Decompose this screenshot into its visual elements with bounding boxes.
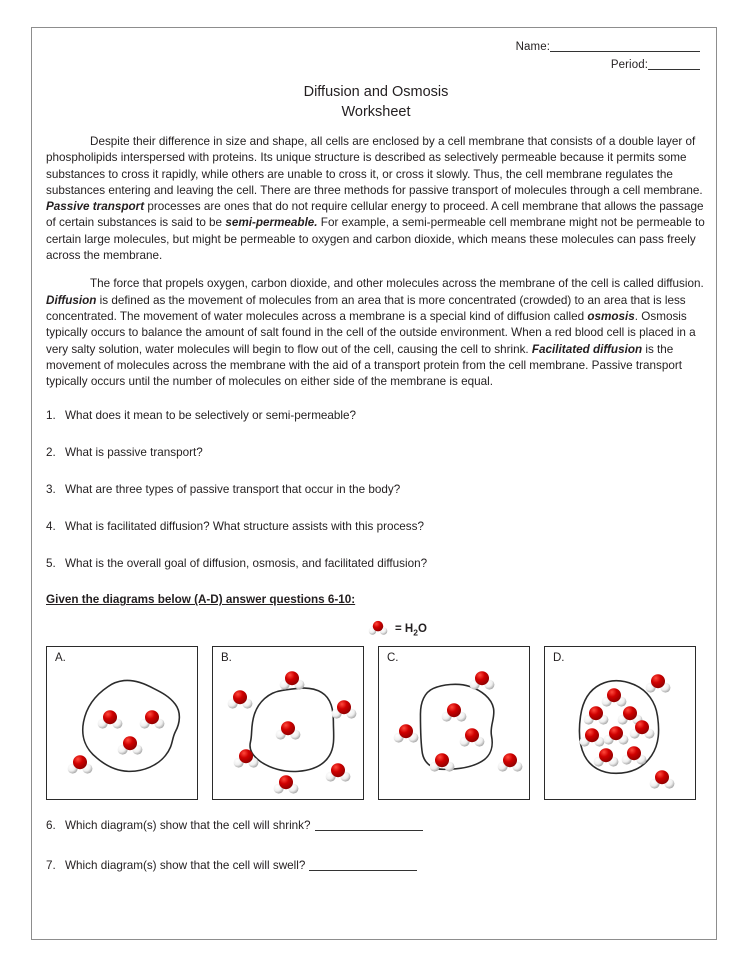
water-molecule-outside-cell bbox=[325, 762, 351, 782]
water-molecule-inside-cell bbox=[117, 735, 143, 755]
water-molecule-inside-cell bbox=[601, 687, 627, 707]
diagram-instruction: Given the diagrams below (A-D) answer questions 6-10: bbox=[46, 593, 356, 607]
period-write-in-line[interactable] bbox=[648, 69, 700, 70]
diagram-b bbox=[212, 646, 364, 800]
question-number: 4. bbox=[46, 520, 56, 534]
water-molecule-icon bbox=[583, 705, 609, 725]
water-molecule-icon bbox=[97, 709, 123, 729]
water-molecule-icon bbox=[645, 673, 671, 693]
water-molecule-icon bbox=[233, 748, 259, 768]
emphasis-term: osmosis bbox=[587, 309, 635, 323]
water-molecule-icon bbox=[621, 745, 647, 765]
water-molecule-icon bbox=[601, 687, 627, 707]
body-text: is the movement of molecules across the membrane with the aid of a transport protein from the cell membrane. Passive transport typically occurs until the number of molecules on either side of the membrane is equal. bbox=[46, 342, 682, 389]
question-number: 1. bbox=[46, 409, 56, 423]
bottom-question-list bbox=[46, 818, 706, 874]
emphasis-term: Facilitated diffusion bbox=[531, 342, 643, 356]
question-text: What is passive transport? bbox=[65, 446, 203, 460]
emphasis-term: Diffusion bbox=[46, 293, 97, 307]
water-molecule-outside-cell bbox=[393, 723, 419, 743]
water-molecule-outside-cell bbox=[279, 670, 305, 690]
water-molecule-icon bbox=[459, 727, 485, 747]
question-text: Which diagram(s) show that the cell will swell? bbox=[65, 859, 306, 873]
body-text: For example, a semi-permeable cell membrane might not be permeable to certain large molecules, but might be permeable to oxygen and carbon dioxide, which means these molecules can pass freely across the membrane. bbox=[46, 216, 705, 263]
question-number: 6. bbox=[46, 819, 56, 833]
water-molecule-outside-cell bbox=[645, 673, 671, 693]
diagram-label: A. bbox=[55, 652, 66, 665]
water-molecule-inside-cell bbox=[621, 745, 647, 765]
emphasis-term: semi-permeable. bbox=[225, 216, 318, 230]
worksheet-content bbox=[46, 38, 706, 898]
question-list bbox=[46, 408, 706, 572]
water-molecule-outside-cell bbox=[331, 699, 357, 719]
water-molecule-outside-cell bbox=[273, 774, 299, 794]
question-item bbox=[46, 482, 706, 498]
water-molecule-icon bbox=[117, 735, 143, 755]
body-text: The force that propels oxygen, carbon dioxide, and other molecules across the membrane of the cell is called diffusion. bbox=[90, 277, 704, 291]
water-molecule-icon bbox=[331, 699, 357, 719]
question-item bbox=[46, 818, 706, 834]
emphasis-term: Passive transport bbox=[46, 200, 145, 214]
answer-write-in-line[interactable] bbox=[315, 830, 423, 831]
water-molecule-icon bbox=[139, 709, 165, 729]
water-molecule-icon bbox=[393, 723, 419, 743]
water-molecule-icon bbox=[279, 670, 305, 690]
water-molecule-icon bbox=[227, 689, 253, 709]
water-molecule-icon bbox=[629, 719, 655, 739]
water-molecule-icon bbox=[325, 762, 351, 782]
question-text: Which diagram(s) show that the cell will shrink? bbox=[65, 819, 311, 833]
body-text: processes are ones that do not require cellular energy to proceed. A cell membrane that allows the passage of certain substances is said to be bbox=[46, 200, 704, 230]
paragraph-1 bbox=[46, 134, 706, 264]
question-text: What are three types of passive transport that occur in the body? bbox=[65, 483, 401, 497]
water-molecule-inside-cell bbox=[429, 752, 455, 772]
water-molecule-outside-cell bbox=[469, 670, 495, 690]
water-molecule-inside-cell bbox=[459, 727, 485, 747]
water-molecule-outside-cell bbox=[497, 752, 523, 772]
name-write-in-line[interactable] bbox=[550, 51, 700, 52]
water-molecule-inside-cell bbox=[603, 725, 629, 745]
water-molecule-outside-cell bbox=[233, 748, 259, 768]
water-molecule-inside-cell bbox=[583, 705, 609, 725]
water-molecule-icon bbox=[649, 769, 675, 789]
question-item bbox=[46, 556, 706, 572]
paragraph-2 bbox=[46, 276, 706, 390]
body-text: . Osmosis typically occurs to balance the amount of salt found in the cell of the outside environment. When a red blood cell is placed in a very salty solution, water molecules will begin to flow out of the cell, causing the cell to shrink. bbox=[46, 309, 696, 356]
water-molecule-inside-cell bbox=[579, 727, 605, 747]
body-text: is defined as the movement of molecules from an area that is more concentrated (crowded) to an area that is less concentrated. The movement of water molecules across a membrane is a special kind of diffusion called bbox=[46, 293, 686, 323]
water-molecule-outside-cell bbox=[649, 769, 675, 789]
name-period-block bbox=[46, 38, 706, 74]
water-molecule-icon bbox=[67, 754, 93, 774]
question-number: 2. bbox=[46, 446, 56, 460]
period-label: Period: bbox=[610, 59, 648, 71]
diagram-label: B. bbox=[221, 652, 232, 665]
water-molecule-icon bbox=[603, 725, 629, 745]
diagram-row bbox=[46, 646, 706, 800]
water-molecule-icon bbox=[368, 620, 388, 640]
diagram-c bbox=[378, 646, 530, 800]
water-molecule-inside-cell bbox=[629, 719, 655, 739]
diagram-label: C. bbox=[387, 652, 399, 665]
diagram-a bbox=[46, 646, 198, 800]
water-molecule-inside-cell bbox=[139, 709, 165, 729]
water-molecule-icon bbox=[441, 702, 467, 722]
water-molecule-icon bbox=[429, 752, 455, 772]
legend bbox=[368, 620, 706, 640]
question-text: What is the overall goal of diffusion, osmosis, and facilitated diffusion? bbox=[65, 557, 428, 571]
water-molecule-icon bbox=[273, 774, 299, 794]
title-line-2: Worksheet bbox=[341, 104, 411, 120]
name-label: Name: bbox=[515, 41, 550, 53]
water-molecule-icon bbox=[469, 670, 495, 690]
body-text: Despite their difference in size and shape, all cells are enclosed by a cell membrane that consists of a double layer of phospholipids interspersed with proteins. Its unique structure is described as selectively permeable because it permits some substances to cross it rapidly, while others are unable to cross it, or cross it slowly. Thus, the cell membrane regulates the substances entering and leaving the cell. There are three methods for passive transport of molecules through a cell membrane. bbox=[46, 135, 703, 197]
water-molecule-icon bbox=[579, 727, 605, 747]
name-row bbox=[46, 38, 700, 56]
water-molecule-inside-cell bbox=[441, 702, 467, 722]
diagram-label: D. bbox=[553, 652, 565, 665]
question-item bbox=[46, 858, 706, 874]
question-item bbox=[46, 519, 706, 535]
diagram-d bbox=[544, 646, 696, 800]
legend-label: = $H_2O$ bbox=[395, 623, 427, 638]
question-item bbox=[46, 408, 706, 424]
water-molecule-icon bbox=[497, 752, 523, 772]
question-item bbox=[46, 445, 706, 461]
water-molecule-outside-cell bbox=[67, 754, 93, 774]
question-text: What does it mean to be selectively or semi-permeable? bbox=[65, 409, 357, 423]
question-number: 7. bbox=[46, 859, 56, 873]
water-molecule-inside-cell bbox=[97, 709, 123, 729]
water-molecule-icon bbox=[275, 720, 301, 740]
period-row bbox=[46, 56, 700, 74]
title-line-1: Diffusion and Osmosis bbox=[303, 84, 449, 100]
page-title bbox=[46, 82, 706, 122]
answer-write-in-line[interactable] bbox=[309, 870, 417, 871]
water-molecule-inside-cell bbox=[275, 720, 301, 740]
water-molecule-outside-cell bbox=[227, 689, 253, 709]
question-number: 3. bbox=[46, 483, 56, 497]
water-molecule-icon bbox=[368, 620, 388, 635]
question-number: 5. bbox=[46, 557, 56, 571]
water-molecule-inside-cell bbox=[593, 747, 619, 767]
water-molecule-icon bbox=[593, 747, 619, 767]
question-text: What is facilitated diffusion? What structure assists with this process? bbox=[65, 520, 424, 534]
